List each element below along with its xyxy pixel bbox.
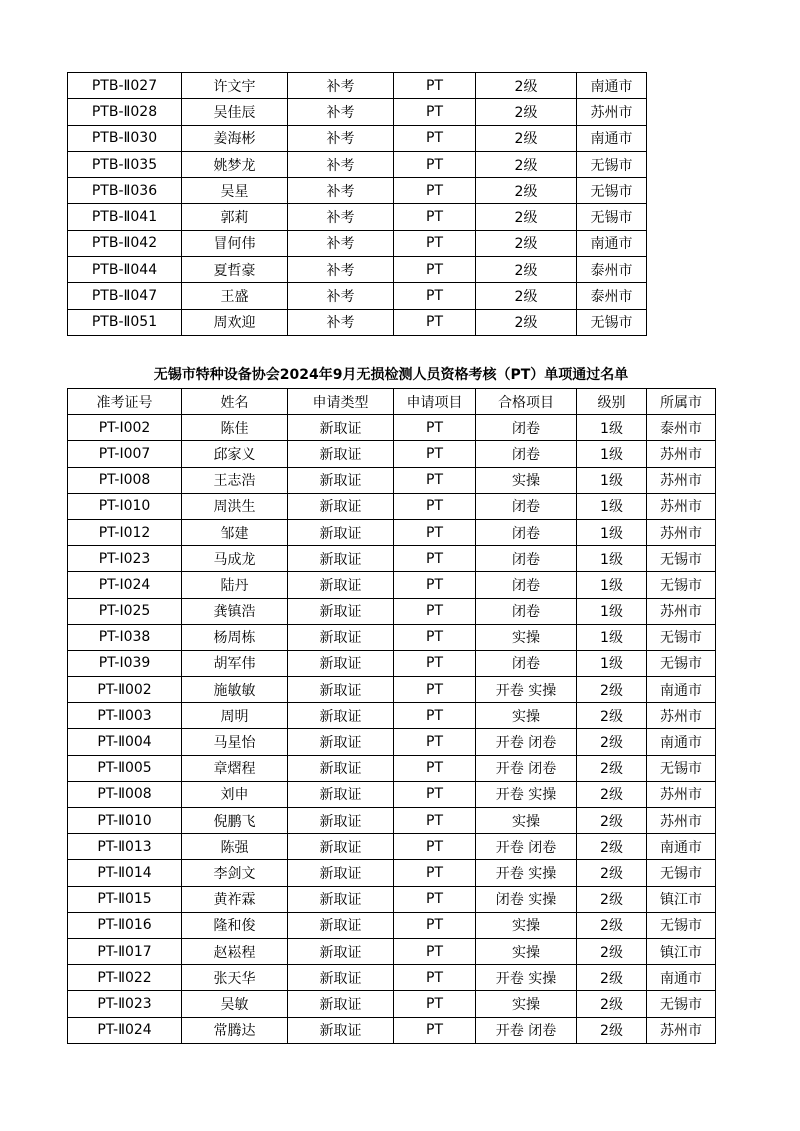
cell-level: 2级	[476, 151, 577, 177]
cell-passed-item: 闭卷	[476, 519, 577, 545]
cell-application-type: 新取证	[288, 781, 394, 807]
cell-level: 1级	[577, 598, 647, 624]
cell-exam-id: PT-Ⅱ005	[68, 755, 182, 781]
cell-exam-id: PTB-Ⅱ036	[68, 178, 182, 204]
cell-level: 1级	[577, 624, 647, 650]
cell-application-item: PT	[394, 860, 476, 886]
table-row	[68, 886, 716, 912]
cell-application-type: 新取证	[288, 808, 394, 834]
cell-application-type: 补考	[288, 230, 394, 256]
cell-exam-id: PT-Ⅰ039	[68, 650, 182, 676]
cell-name: 李剑文	[182, 860, 288, 886]
cell-name: 隆和俊	[182, 912, 288, 938]
cell-application-item: PT	[394, 441, 476, 467]
cell-exam-id: PTB-Ⅱ042	[68, 230, 182, 256]
cell-name: 陈佳	[182, 415, 288, 441]
cell-application-item: PT	[394, 151, 476, 177]
cell-passed-item: 实操	[476, 991, 577, 1017]
header-passed-item: 合格项目	[476, 389, 577, 415]
cell-application-item: PT	[394, 493, 476, 519]
cell-application-item: PT	[394, 677, 476, 703]
cell-name: 常腾达	[182, 1017, 288, 1043]
cell-passed-item: 闭卷	[476, 650, 577, 676]
cell-level: 2级	[577, 808, 647, 834]
cell-passed-item: 闭卷	[476, 441, 577, 467]
cell-exam-id: PT-Ⅱ013	[68, 834, 182, 860]
cell-city: 南通市	[577, 230, 647, 256]
cell-name: 姜海彬	[182, 125, 288, 151]
cell-application-type: 新取证	[288, 1017, 394, 1043]
cell-application-type: 新取证	[288, 938, 394, 964]
cell-exam-id: PTB-Ⅱ041	[68, 204, 182, 230]
cell-application-item: PT	[394, 808, 476, 834]
cell-city: 苏州市	[647, 467, 716, 493]
cell-application-type: 新取证	[288, 755, 394, 781]
cell-city: 无锡市	[647, 860, 716, 886]
cell-application-type: 新取证	[288, 441, 394, 467]
cell-name: 施敏敏	[182, 677, 288, 703]
cell-level: 2级	[476, 257, 577, 283]
cell-level: 2级	[476, 230, 577, 256]
cell-city: 无锡市	[647, 991, 716, 1017]
cell-city: 苏州市	[647, 519, 716, 545]
cell-passed-item: 实操	[476, 703, 577, 729]
cell-application-type: 新取证	[288, 467, 394, 493]
cell-city: 苏州市	[647, 808, 716, 834]
cell-exam-id: PTB-Ⅱ051	[68, 309, 182, 335]
cell-name: 周明	[182, 703, 288, 729]
table-row	[68, 230, 647, 256]
table-row	[68, 860, 716, 886]
cell-name: 章熠程	[182, 755, 288, 781]
cell-application-item: PT	[394, 99, 476, 125]
cell-passed-item: 闭卷 实操	[476, 886, 577, 912]
cell-city: 无锡市	[647, 912, 716, 938]
cell-application-type: 新取证	[288, 624, 394, 650]
cell-city: 镇江市	[647, 886, 716, 912]
cell-application-type: 新取证	[288, 650, 394, 676]
cell-application-type: 新取证	[288, 912, 394, 938]
cell-level: 2级	[577, 781, 647, 807]
table-row	[68, 572, 716, 598]
table-row	[68, 834, 716, 860]
cell-application-type: 新取证	[288, 598, 394, 624]
cell-exam-id: PTB-Ⅱ035	[68, 151, 182, 177]
cell-city: 无锡市	[647, 755, 716, 781]
cell-exam-id: PT-Ⅰ010	[68, 493, 182, 519]
cell-city: 苏州市	[647, 781, 716, 807]
cell-application-type: 补考	[288, 178, 394, 204]
cell-exam-id: PT-Ⅰ002	[68, 415, 182, 441]
cell-application-type: 新取证	[288, 572, 394, 598]
cell-level: 2级	[577, 965, 647, 991]
cell-level: 2级	[476, 309, 577, 335]
cell-application-item: PT	[394, 73, 476, 99]
cell-application-item: PT	[394, 650, 476, 676]
cell-level: 2级	[577, 860, 647, 886]
cell-city: 无锡市	[647, 546, 716, 572]
cell-city: 镇江市	[647, 938, 716, 964]
cell-city: 南通市	[647, 834, 716, 860]
cell-name: 郭莉	[182, 204, 288, 230]
cell-level: 1级	[577, 415, 647, 441]
cell-exam-id: PT-Ⅱ010	[68, 808, 182, 834]
cell-application-item: PT	[394, 230, 476, 256]
cell-passed-item: 闭卷	[476, 415, 577, 441]
cell-application-item: PT	[394, 598, 476, 624]
table-row	[68, 808, 716, 834]
cell-name: 王志浩	[182, 467, 288, 493]
table-row	[68, 493, 716, 519]
cell-name: 龚镇浩	[182, 598, 288, 624]
cell-application-item: PT	[394, 991, 476, 1017]
table-row	[68, 938, 716, 964]
retake-results-body	[68, 73, 647, 336]
cell-application-type: 补考	[288, 125, 394, 151]
cell-application-type: 新取证	[288, 729, 394, 755]
cell-application-item: PT	[394, 546, 476, 572]
cell-exam-id: PT-Ⅱ017	[68, 938, 182, 964]
cell-passed-item: 实操	[476, 624, 577, 650]
table-row	[68, 178, 647, 204]
cell-exam-id: PT-Ⅰ008	[68, 467, 182, 493]
cell-application-item: PT	[394, 572, 476, 598]
table-row	[68, 781, 716, 807]
table-row	[68, 703, 716, 729]
cell-application-item: PT	[394, 912, 476, 938]
cell-city: 南通市	[577, 125, 647, 151]
cell-passed-item: 实操	[476, 938, 577, 964]
cell-city: 泰州市	[577, 283, 647, 309]
header-exam-id: 准考证号	[68, 389, 182, 415]
header-level: 级别	[577, 389, 647, 415]
cell-city: 南通市	[577, 73, 647, 99]
cell-city: 苏州市	[647, 441, 716, 467]
cell-level: 2级	[476, 178, 577, 204]
cell-level: 1级	[577, 519, 647, 545]
cell-city: 无锡市	[577, 309, 647, 335]
table-row	[68, 755, 716, 781]
cell-application-type: 新取证	[288, 886, 394, 912]
cell-level: 2级	[577, 729, 647, 755]
cell-level: 2级	[577, 677, 647, 703]
cell-application-item: PT	[394, 178, 476, 204]
single-item-pass-body	[68, 415, 716, 1044]
cell-city: 南通市	[647, 965, 716, 991]
table-row	[68, 677, 716, 703]
cell-level: 2级	[577, 886, 647, 912]
cell-application-item: PT	[394, 703, 476, 729]
cell-name: 王盛	[182, 283, 288, 309]
table-row	[68, 415, 716, 441]
cell-application-type: 补考	[288, 151, 394, 177]
table-row	[68, 598, 716, 624]
cell-application-type: 补考	[288, 257, 394, 283]
cell-name: 夏哲豪	[182, 257, 288, 283]
cell-passed-item: 闭卷	[476, 598, 577, 624]
cell-city: 南通市	[647, 729, 716, 755]
cell-application-item: PT	[394, 309, 476, 335]
cell-application-item: PT	[394, 729, 476, 755]
cell-application-item: PT	[394, 834, 476, 860]
cell-level: 1级	[577, 650, 647, 676]
cell-exam-id: PTB-Ⅱ044	[68, 257, 182, 283]
cell-application-item: PT	[394, 938, 476, 964]
cell-level: 2级	[577, 1017, 647, 1043]
pass-list-title: 无锡市特种设备协会2024年9月无损检测人员资格考核（PT）单项通过名单	[153, 367, 629, 383]
cell-name: 黄祚霖	[182, 886, 288, 912]
cell-city: 泰州市	[577, 257, 647, 283]
table-row	[68, 441, 716, 467]
header-name: 姓名	[182, 389, 288, 415]
cell-application-type: 新取证	[288, 546, 394, 572]
cell-application-type: 新取证	[288, 493, 394, 519]
cell-exam-id: PT-Ⅱ023	[68, 991, 182, 1017]
cell-exam-id: PT-Ⅰ025	[68, 598, 182, 624]
cell-passed-item: 开卷 闭卷	[476, 755, 577, 781]
cell-application-item: PT	[394, 257, 476, 283]
cell-level: 2级	[577, 834, 647, 860]
cell-application-type: 新取证	[288, 860, 394, 886]
cell-application-type: 补考	[288, 204, 394, 230]
cell-exam-id: PTB-Ⅱ030	[68, 125, 182, 151]
cell-level: 1级	[577, 572, 647, 598]
cell-application-item: PT	[394, 204, 476, 230]
cell-level: 1级	[577, 493, 647, 519]
table-row	[68, 309, 647, 335]
cell-name: 周洪生	[182, 493, 288, 519]
table-row	[68, 965, 716, 991]
table-row	[68, 125, 647, 151]
cell-application-item: PT	[394, 415, 476, 441]
cell-name: 马星怡	[182, 729, 288, 755]
cell-application-item: PT	[394, 781, 476, 807]
cell-level: 2级	[476, 99, 577, 125]
cell-name: 冒何伟	[182, 230, 288, 256]
retake-results-table	[67, 72, 647, 336]
cell-application-item: PT	[394, 519, 476, 545]
table-row	[68, 650, 716, 676]
cell-application-item: PT	[394, 886, 476, 912]
table-row	[68, 151, 647, 177]
cell-passed-item: 开卷 实操	[476, 781, 577, 807]
table-row	[68, 519, 716, 545]
cell-exam-id: PTB-Ⅱ028	[68, 99, 182, 125]
table-row	[68, 204, 647, 230]
table-row	[68, 624, 716, 650]
cell-city: 无锡市	[577, 204, 647, 230]
cell-city: 无锡市	[647, 650, 716, 676]
cell-application-type: 新取证	[288, 991, 394, 1017]
cell-exam-id: PT-Ⅱ014	[68, 860, 182, 886]
cell-exam-id: PTB-Ⅱ027	[68, 73, 182, 99]
cell-city: 泰州市	[647, 415, 716, 441]
cell-city: 南通市	[647, 677, 716, 703]
cell-application-type: 补考	[288, 73, 394, 99]
cell-level: 1级	[577, 441, 647, 467]
cell-name: 吴佳辰	[182, 99, 288, 125]
cell-passed-item: 开卷 实操	[476, 965, 577, 991]
cell-city: 无锡市	[647, 572, 716, 598]
cell-application-item: PT	[394, 467, 476, 493]
cell-passed-item: 实操	[476, 467, 577, 493]
cell-level: 2级	[476, 204, 577, 230]
cell-city: 苏州市	[647, 703, 716, 729]
cell-level: 2级	[476, 283, 577, 309]
table-row	[68, 283, 647, 309]
cell-name: 陆丹	[182, 572, 288, 598]
cell-level: 2级	[577, 991, 647, 1017]
cell-name: 胡军伟	[182, 650, 288, 676]
cell-exam-id: PT-Ⅰ023	[68, 546, 182, 572]
table-row	[68, 99, 647, 125]
cell-level: 2级	[577, 912, 647, 938]
cell-name: 赵崧程	[182, 938, 288, 964]
cell-city: 无锡市	[577, 178, 647, 204]
cell-application-type: 新取证	[288, 677, 394, 703]
cell-application-item: PT	[394, 624, 476, 650]
cell-exam-id: PT-Ⅰ012	[68, 519, 182, 545]
cell-name: 吴敏	[182, 991, 288, 1017]
cell-exam-id: PT-Ⅱ016	[68, 912, 182, 938]
cell-name: 邱家义	[182, 441, 288, 467]
cell-passed-item: 开卷 闭卷	[476, 729, 577, 755]
cell-level: 1级	[577, 467, 647, 493]
cell-city: 苏州市	[577, 99, 647, 125]
cell-application-type: 新取证	[288, 834, 394, 860]
cell-city: 苏州市	[647, 598, 716, 624]
cell-name: 倪鹏飞	[182, 808, 288, 834]
cell-name: 姚梦龙	[182, 151, 288, 177]
cell-application-item: PT	[394, 1017, 476, 1043]
cell-city: 苏州市	[647, 493, 716, 519]
cell-name: 刘申	[182, 781, 288, 807]
cell-passed-item: 闭卷	[476, 493, 577, 519]
cell-level: 2级	[476, 73, 577, 99]
header-application-type: 申请类型	[288, 389, 394, 415]
cell-name: 吴星	[182, 178, 288, 204]
cell-application-type: 补考	[288, 99, 394, 125]
cell-exam-id: PT-Ⅱ002	[68, 677, 182, 703]
table-row	[68, 912, 716, 938]
cell-exam-id: PT-Ⅰ007	[68, 441, 182, 467]
table-row	[68, 546, 716, 572]
cell-application-item: PT	[394, 283, 476, 309]
cell-passed-item: 开卷 实操	[476, 677, 577, 703]
table-row	[68, 729, 716, 755]
table-row	[68, 467, 716, 493]
cell-name: 陈强	[182, 834, 288, 860]
cell-application-item: PT	[394, 125, 476, 151]
cell-application-type: 补考	[288, 283, 394, 309]
cell-passed-item: 实操	[476, 808, 577, 834]
cell-passed-item: 实操	[476, 912, 577, 938]
cell-passed-item: 开卷 实操	[476, 860, 577, 886]
cell-application-item: PT	[394, 965, 476, 991]
cell-exam-id: PTB-Ⅱ047	[68, 283, 182, 309]
single-item-pass-table	[67, 388, 716, 1044]
cell-name: 邹建	[182, 519, 288, 545]
cell-exam-id: PT-Ⅱ015	[68, 886, 182, 912]
cell-exam-id: PT-Ⅱ022	[68, 965, 182, 991]
table-row	[68, 257, 647, 283]
cell-level: 2级	[577, 755, 647, 781]
cell-name: 杨周栋	[182, 624, 288, 650]
cell-application-type: 新取证	[288, 519, 394, 545]
cell-name: 周欢迎	[182, 309, 288, 335]
cell-application-type: 新取证	[288, 965, 394, 991]
cell-application-type: 补考	[288, 309, 394, 335]
cell-name: 张天华	[182, 965, 288, 991]
cell-city: 无锡市	[647, 624, 716, 650]
cell-passed-item: 闭卷	[476, 546, 577, 572]
cell-application-type: 新取证	[288, 415, 394, 441]
cell-exam-id: PT-Ⅱ004	[68, 729, 182, 755]
cell-passed-item: 闭卷	[476, 572, 577, 598]
cell-level: 2级	[577, 938, 647, 964]
cell-exam-id: PT-Ⅰ024	[68, 572, 182, 598]
cell-level: 2级	[577, 703, 647, 729]
cell-name: 马成龙	[182, 546, 288, 572]
cell-exam-id: PT-Ⅱ024	[68, 1017, 182, 1043]
cell-name: 许文宇	[182, 73, 288, 99]
cell-passed-item: 开卷 闭卷	[476, 834, 577, 860]
table-header-row	[68, 389, 716, 415]
table-row	[68, 1017, 716, 1043]
table-row	[68, 73, 647, 99]
cell-application-type: 新取证	[288, 703, 394, 729]
cell-level: 2级	[476, 125, 577, 151]
cell-city: 无锡市	[577, 151, 647, 177]
cell-level: 1级	[577, 546, 647, 572]
table-row	[68, 991, 716, 1017]
header-application-item: 申请项目	[394, 389, 476, 415]
header-city: 所属市	[647, 389, 716, 415]
cell-application-item: PT	[394, 755, 476, 781]
cell-exam-id: PT-Ⅱ008	[68, 781, 182, 807]
cell-exam-id: PT-Ⅰ038	[68, 624, 182, 650]
cell-exam-id: PT-Ⅱ003	[68, 703, 182, 729]
cell-passed-item: 开卷 闭卷	[476, 1017, 577, 1043]
cell-city: 苏州市	[647, 1017, 716, 1043]
